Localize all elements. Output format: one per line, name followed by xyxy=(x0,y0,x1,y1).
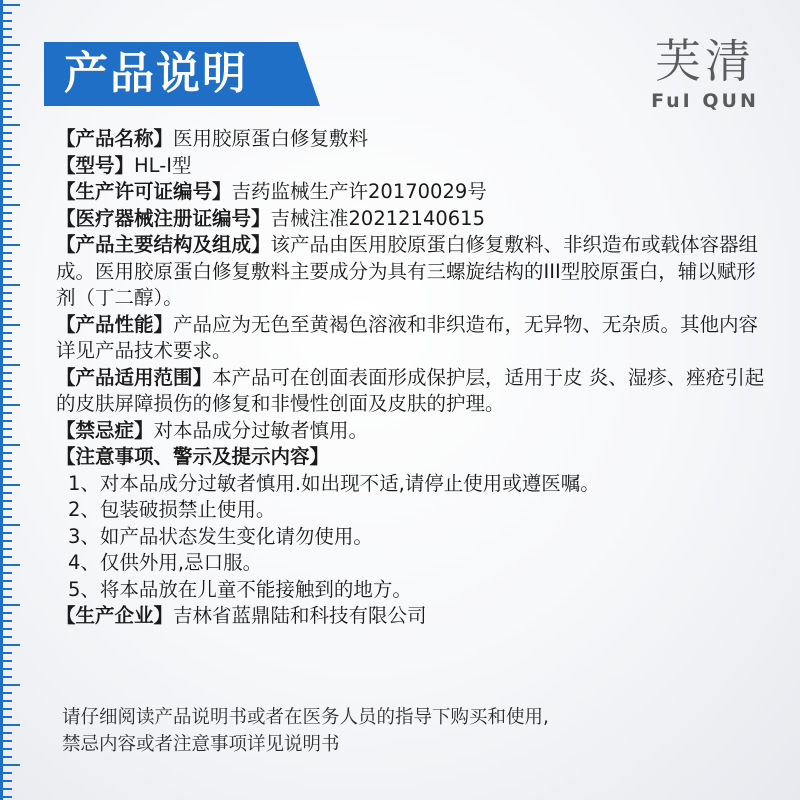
license-row xyxy=(56,179,771,206)
ruler-tick xyxy=(0,44,20,46)
ruler-tick xyxy=(0,188,12,190)
ruler-tick xyxy=(0,708,12,710)
ruler-tick xyxy=(0,180,12,182)
ruler-tick xyxy=(0,580,12,582)
ruler-tick xyxy=(0,604,20,606)
list-item: 1、对本品成分过敏者慎用.如出现不适,请停止使用或遵医嘱。 xyxy=(68,471,600,495)
model-label: 【型号】 xyxy=(56,153,135,177)
model-row xyxy=(56,153,771,180)
manufacturer-row xyxy=(56,603,771,630)
ruler-tick xyxy=(0,340,12,342)
ruler-tick xyxy=(0,172,12,174)
contraindication-label: 【禁忌症】 xyxy=(56,418,154,442)
ruler-tick xyxy=(0,396,12,398)
ruler-tick xyxy=(0,628,12,630)
brand-logo-en: FuI QUN xyxy=(651,90,759,112)
ruler-tick xyxy=(0,148,12,150)
ruler-tick xyxy=(0,76,12,78)
ruler-tick xyxy=(0,676,12,678)
ruler-tick xyxy=(0,372,12,374)
ruler-tick xyxy=(0,284,20,286)
ruler-tick xyxy=(0,276,12,278)
ruler-tick xyxy=(0,348,12,350)
ruler-tick xyxy=(0,140,12,142)
ruler-tick xyxy=(0,12,12,14)
ruler-tick xyxy=(0,588,12,590)
ruler-tick xyxy=(0,420,12,422)
ruler-tick xyxy=(0,556,12,558)
ruler-tick xyxy=(0,236,12,238)
manufacturer-label: 【生产企业】 xyxy=(56,604,174,627)
ruler-tick xyxy=(0,132,12,134)
ruler-tick xyxy=(0,732,12,734)
brand-logo xyxy=(640,34,770,112)
ruler-tick xyxy=(0,644,20,646)
ruler-tick xyxy=(0,332,12,334)
ruler-tick xyxy=(0,92,12,94)
ruler-tick xyxy=(0,4,20,6)
ruler-tick xyxy=(0,412,12,414)
ruler-tick xyxy=(0,228,12,230)
ruler-tick xyxy=(0,28,12,30)
ruler-tick xyxy=(0,460,12,462)
ruler-tick xyxy=(0,684,20,686)
ruler-tick xyxy=(0,308,12,310)
ruler-tick xyxy=(0,356,12,358)
ruler-tick xyxy=(0,212,12,214)
ruler-tick xyxy=(0,84,20,86)
ruler-tick xyxy=(0,740,12,742)
ruler-tick xyxy=(0,564,20,566)
ruler-tick xyxy=(0,436,12,438)
ruler-tick xyxy=(0,428,12,430)
contraindication-row xyxy=(56,418,771,445)
list-item: 3、如产品状态发生变化请勿使用。 xyxy=(68,524,373,548)
registration-value: 吉械注准20212140615 xyxy=(270,206,485,230)
performance-value: 产品应为无色至黄褐色溶液和非织造布，无异物、无杂质。其他内容详见产品技术要求。 xyxy=(56,312,759,362)
ruler-tick xyxy=(0,124,20,126)
license-label: 【生产许可证编号】 xyxy=(56,180,232,203)
ruler-tick xyxy=(0,164,20,166)
ruler-tick xyxy=(0,220,12,222)
ruler-tick xyxy=(0,476,12,478)
ruler-tick xyxy=(0,204,20,206)
ruler-tick xyxy=(0,100,12,102)
footer-line-2: 禁忌内容或者注意事项详见说明书 xyxy=(62,734,340,755)
registration-row xyxy=(56,206,771,233)
ruler-tick xyxy=(0,316,12,318)
ruler-tick xyxy=(0,196,12,198)
ruler-tick xyxy=(0,388,12,390)
footer-line-1: 请仔细阅读产品说明书或者在医务人员的指导下购买和使用, xyxy=(62,707,549,728)
ruler-tick xyxy=(0,716,12,718)
ruler-tick xyxy=(0,772,12,774)
notes-label: 【注意事项、警示及提示内容】 xyxy=(56,445,330,468)
ruler-tick xyxy=(0,452,12,454)
ruler-tick xyxy=(0,300,12,302)
ruler-tick xyxy=(0,108,12,110)
scope-label: 【产品适用范围】 xyxy=(56,365,213,389)
performance-label: 【产品性能】 xyxy=(56,312,174,336)
ruler-tick xyxy=(0,484,20,486)
ruler-tick xyxy=(0,700,12,702)
ruler-tick xyxy=(0,612,12,614)
product-name-value: 医用胶原蛋白修复敷料 xyxy=(173,127,369,150)
ruler-tick xyxy=(0,652,12,654)
notes-heading-row xyxy=(56,444,771,471)
ruler-tick xyxy=(0,444,20,446)
ruler-tick xyxy=(0,68,12,70)
ruler-tick xyxy=(0,364,20,366)
model-value: HL-I型 xyxy=(134,153,192,177)
ruler-tick xyxy=(0,660,12,662)
ruler-tick xyxy=(0,468,12,470)
scope-value: 本产品可在创面表面形成保护层，适用于皮 炎、湿疹、痤疮引起的皮肤屏障损伤的修复和非慢性创面及皮肤的护理。 xyxy=(56,365,765,415)
ruler-tick xyxy=(0,796,12,798)
page-title: 产品说明 xyxy=(64,48,248,99)
license-value: 吉药监械生产许20170029号 xyxy=(231,180,487,203)
product-name-row xyxy=(56,126,771,153)
ruler-tick xyxy=(0,764,20,766)
structure-label: 【产品主要结构及组成】 xyxy=(56,233,271,256)
ruler-tick xyxy=(0,668,12,670)
list-item: 4、仅供外用,忌口服。 xyxy=(68,551,263,574)
footer-note xyxy=(62,704,762,758)
ruler-tick xyxy=(0,524,20,526)
ruler-tick xyxy=(0,492,12,494)
product-name-label: 【产品名称】 xyxy=(56,127,174,150)
ruler-tick xyxy=(0,252,12,254)
ruler-tick xyxy=(0,724,20,726)
ruler-tick xyxy=(0,596,12,598)
ruler-decoration xyxy=(0,0,24,800)
manufacturer-value: 吉林省蓝鼎陆和科技有限公司 xyxy=(173,604,427,627)
list-item: 5、将本品放在儿童不能接触到的地方。 xyxy=(68,577,412,601)
ruler-tick xyxy=(0,508,12,510)
performance-row xyxy=(56,312,771,365)
ruler-tick xyxy=(0,516,12,518)
list-item: 2、包装破损禁止使用。 xyxy=(68,498,276,521)
ruler-tick xyxy=(0,788,12,790)
ruler-tick xyxy=(0,36,12,38)
structure-row xyxy=(56,232,771,312)
ruler-tick xyxy=(0,500,12,502)
ruler-tick xyxy=(0,116,12,118)
ruler-tick xyxy=(0,620,12,622)
ruler-spine xyxy=(0,0,3,800)
ruler-tick xyxy=(0,532,12,534)
contraindication-value: 对本品成分过敏者慎用。 xyxy=(153,418,369,442)
ruler-tick xyxy=(0,548,12,550)
registration-label: 【医疗器械注册证编号】 xyxy=(56,206,271,230)
ruler-tick xyxy=(0,268,12,270)
ruler-tick xyxy=(0,292,12,294)
ruler-tick xyxy=(0,404,20,406)
ruler-tick xyxy=(0,756,12,758)
ruler-tick xyxy=(0,540,12,542)
ruler-tick xyxy=(0,260,12,262)
instructions-body xyxy=(56,126,771,630)
ruler-tick xyxy=(0,572,12,574)
scope-row xyxy=(56,365,771,418)
ruler-tick xyxy=(0,60,12,62)
ruler-tick xyxy=(0,156,12,158)
ruler-tick xyxy=(0,20,12,22)
ruler-tick xyxy=(0,52,12,54)
ruler-tick xyxy=(0,324,20,326)
brand-logo-cn: 芙清 xyxy=(655,34,755,88)
ruler-tick xyxy=(0,748,12,750)
ruler-tick xyxy=(0,244,20,246)
ruler-tick xyxy=(0,636,12,638)
ruler-tick xyxy=(0,380,12,382)
notes-list xyxy=(56,471,771,604)
ruler-tick xyxy=(0,692,12,694)
structure-value: 该产品由医用胶原蛋白修复敷料、非织造布或载体容器组成。医用胶原蛋白修复敷料主要成分为具有三螺旋结构的III型胶原蛋白，辅以赋形剂（丁二醇）。 xyxy=(56,233,759,309)
ruler-tick xyxy=(0,780,12,782)
